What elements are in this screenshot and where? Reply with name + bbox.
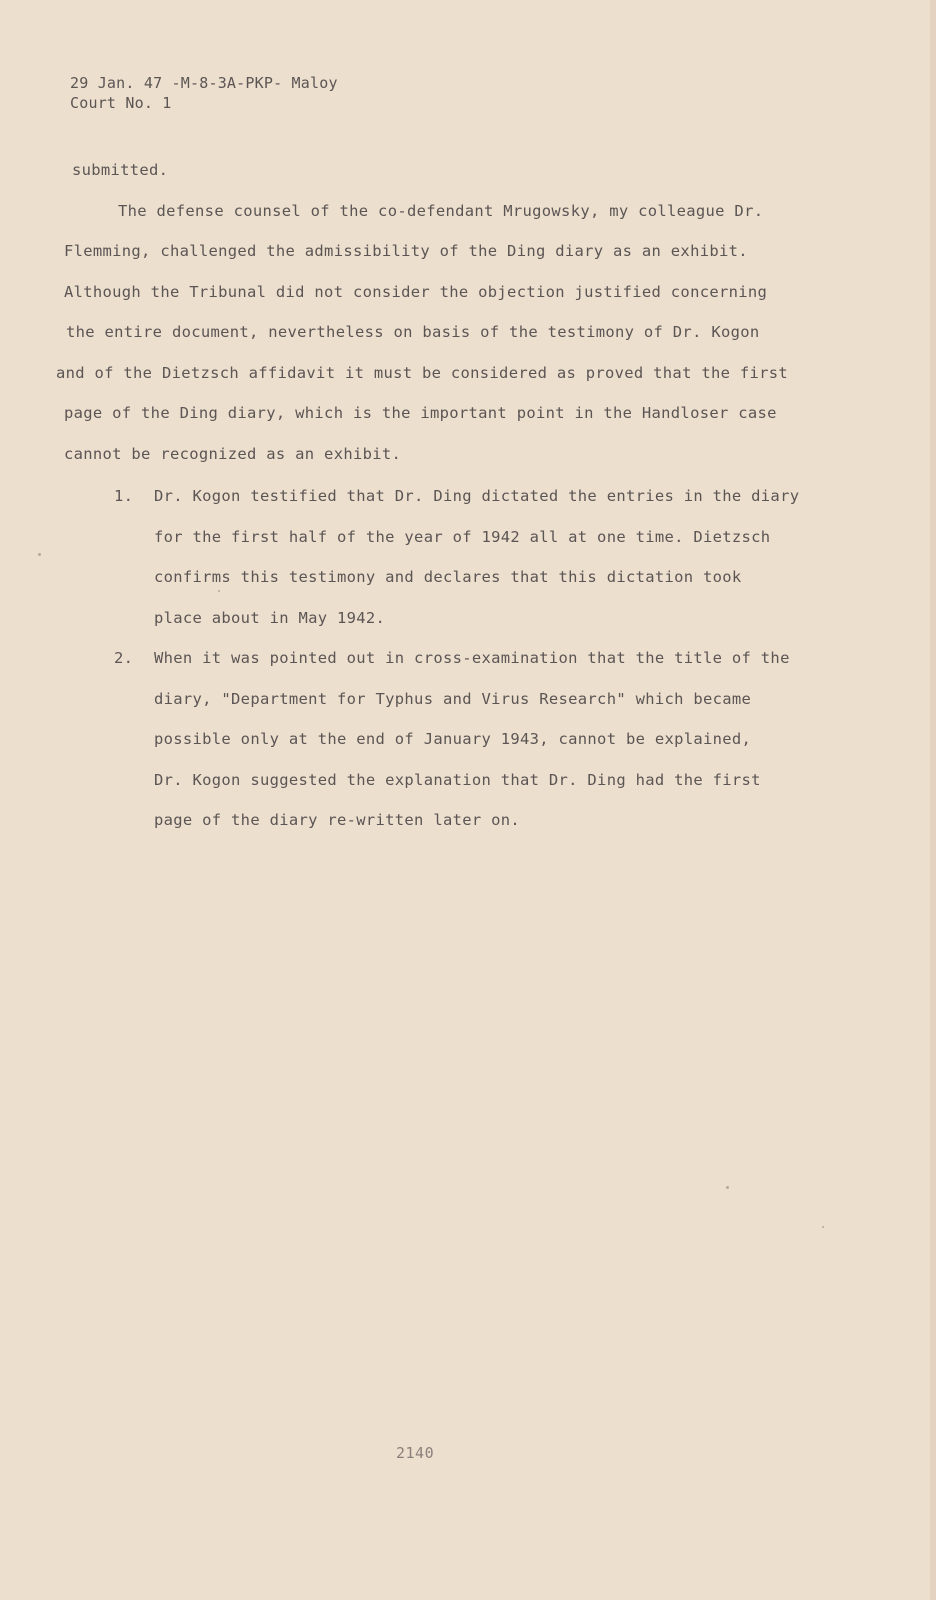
text-line: cannot be recognized as an exhibit. bbox=[64, 444, 402, 463]
paper-speck bbox=[38, 553, 41, 556]
text-line: diary, "Department for Typhus and Virus Research" which became bbox=[154, 689, 752, 708]
list-item-number: 2. bbox=[114, 649, 134, 667]
page-number: 2140 bbox=[396, 1444, 435, 1462]
document-header bbox=[70, 73, 338, 113]
paper-edge bbox=[930, 0, 936, 1600]
main-paragraph bbox=[56, 191, 856, 475]
text-line: Dr. Kogon suggested the explanation that Dr. Ding had the first bbox=[154, 770, 761, 789]
list-item bbox=[56, 638, 856, 841]
paper-speck bbox=[726, 1186, 729, 1189]
list-item-text bbox=[154, 476, 856, 638]
text-line: confirms this testimony and declares that this dictation took bbox=[154, 568, 742, 586]
text-line: submitted. bbox=[72, 161, 169, 179]
opening-fragment bbox=[56, 150, 856, 191]
list-item bbox=[56, 476, 856, 638]
text-line: place about in May 1942. bbox=[154, 608, 386, 627]
text-line: Although the Tribunal did not consider the objection justified concerning bbox=[64, 282, 768, 301]
text-line: Flemming, challenged the admissibility of the Ding diary as an exhibit. bbox=[64, 242, 748, 260]
header-line-date-code: 29 Jan. 47 -M-8-3A-PKP- Maloy bbox=[70, 74, 338, 92]
paper-speck bbox=[218, 590, 220, 592]
list-item-number: 1. bbox=[114, 487, 134, 505]
text-line: the entire document, nevertheless on basis of the testimony of Dr. Kogon bbox=[66, 323, 760, 341]
text-line: and of the Dietzsch affidavit it must be considered as proved that the first bbox=[56, 363, 789, 382]
paper-speck bbox=[822, 1226, 824, 1228]
document-body bbox=[56, 150, 856, 841]
text-line: possible only at the end of January 1943, cannot be explained, bbox=[154, 730, 752, 748]
numbered-list bbox=[56, 476, 856, 841]
text-line: page of the diary re-written later on. bbox=[154, 811, 521, 829]
header-line-court: Court No. 1 bbox=[70, 94, 172, 112]
text-line: for the first half of the year of 1942 all at one time. Dietzsch bbox=[154, 527, 771, 546]
text-line: When it was pointed out in cross-examination that the title of the bbox=[154, 649, 790, 667]
text-line: The defense counsel of the co-defendant Mrugowsky, my colleague Dr. bbox=[118, 201, 764, 220]
text-line: Dr. Kogon testified that Dr. Ding dictated the entries in the diary bbox=[154, 487, 800, 505]
text-line: page of the Ding diary, which is the important point in the Handloser case bbox=[64, 404, 777, 422]
list-item-text bbox=[154, 638, 856, 841]
